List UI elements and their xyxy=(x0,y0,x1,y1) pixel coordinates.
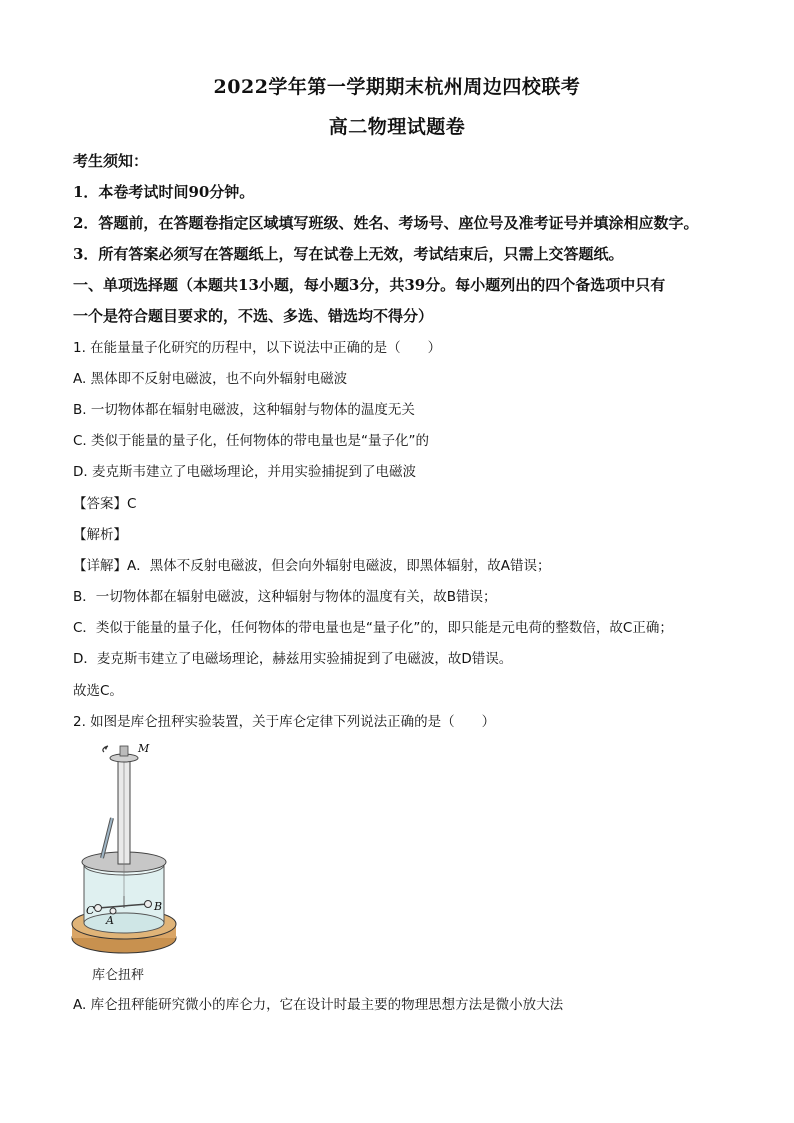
q1-option-b: B. 一切物体都在辐射电磁波，这种辐射与物体的温度无关 xyxy=(73,402,415,418)
notice-item-1: 1．本卷考试时间90分钟。 xyxy=(73,183,255,201)
label-b: B xyxy=(154,900,163,913)
section-heading-line-1: 一、单项选择题（本题共13小题，每小题3分，共39分。每小题列出的四个备选项中只有 xyxy=(73,276,666,294)
notice-heading: 考生须知： xyxy=(73,152,149,170)
q1-answer: 【答案】C xyxy=(73,496,137,512)
label-a: A xyxy=(106,914,114,927)
figure-caption: 库仑扭秤 xyxy=(92,968,145,983)
exam-title: 2022学年第一学期期末杭州周边四校联考 xyxy=(213,76,581,98)
q2-stem: 2. 如图是库仑扭秤实验装置，关于库仑定律下列说法正确的是（ ） xyxy=(73,714,496,730)
q1-analysis-label: 【解析】 xyxy=(73,527,127,543)
q1-explanation-4: D．麦克斯韦建立了电磁场理论，赫兹用实验捕捉到了电磁波，故D错误。 xyxy=(73,651,513,667)
notice-item-3: 3．所有答案必须写在答题纸上，写在试卷上无效，考试结束后，只需上交答题纸。 xyxy=(73,245,624,263)
q1-explanation-2: B．一切物体都在辐射电磁波，这种辐射与物体的温度有关，故B错误； xyxy=(73,589,497,605)
q1-explanation-3: C．类似于能量的量子化，任何物体的带电量也是“量子化”的，即只能是元电荷的整数倍，故C正确； xyxy=(73,620,673,636)
q2-option-a: A. 库仑扭秤能研究微小的库仑力，它在设计时最主要的物理思想方法是微小放大法 xyxy=(73,997,564,1013)
notice-item-2: 2．答题前，在答题卷指定区域填写班级、姓名、考场号、座位号及准考证号并填涂相应数字。 xyxy=(73,214,699,232)
q1-option-c: C. 类似于能量的量子化，任何物体的带电量也是“量子化”的 xyxy=(73,433,429,449)
q1-option-d: D. 麦克斯韦建立了电磁场理论，并用实验捕捉到了电磁波 xyxy=(73,464,416,480)
label-c: C xyxy=(86,904,95,917)
label-m: M xyxy=(138,742,150,755)
q1-option-a: A. 黑体即不反射电磁波，也不向外辐射电磁波 xyxy=(73,371,348,387)
q1-explanation-1: 【详解】A．黑体不反射电磁波，但会向外辐射电磁波，即黑体辐射，故A错误； xyxy=(73,558,551,574)
coulomb-torsion-balance-figure xyxy=(68,738,188,960)
section-heading-line-2: 一个是符合题目要求的，不选、多选、错选均不得分） xyxy=(73,307,434,325)
q1-stem: 1. 在能量量子化研究的历程中，以下说法中正确的是（ ） xyxy=(73,340,442,356)
exam-subtitle: 高二物理试题卷 xyxy=(328,116,466,138)
q1-conclusion: 故选C。 xyxy=(73,683,123,699)
